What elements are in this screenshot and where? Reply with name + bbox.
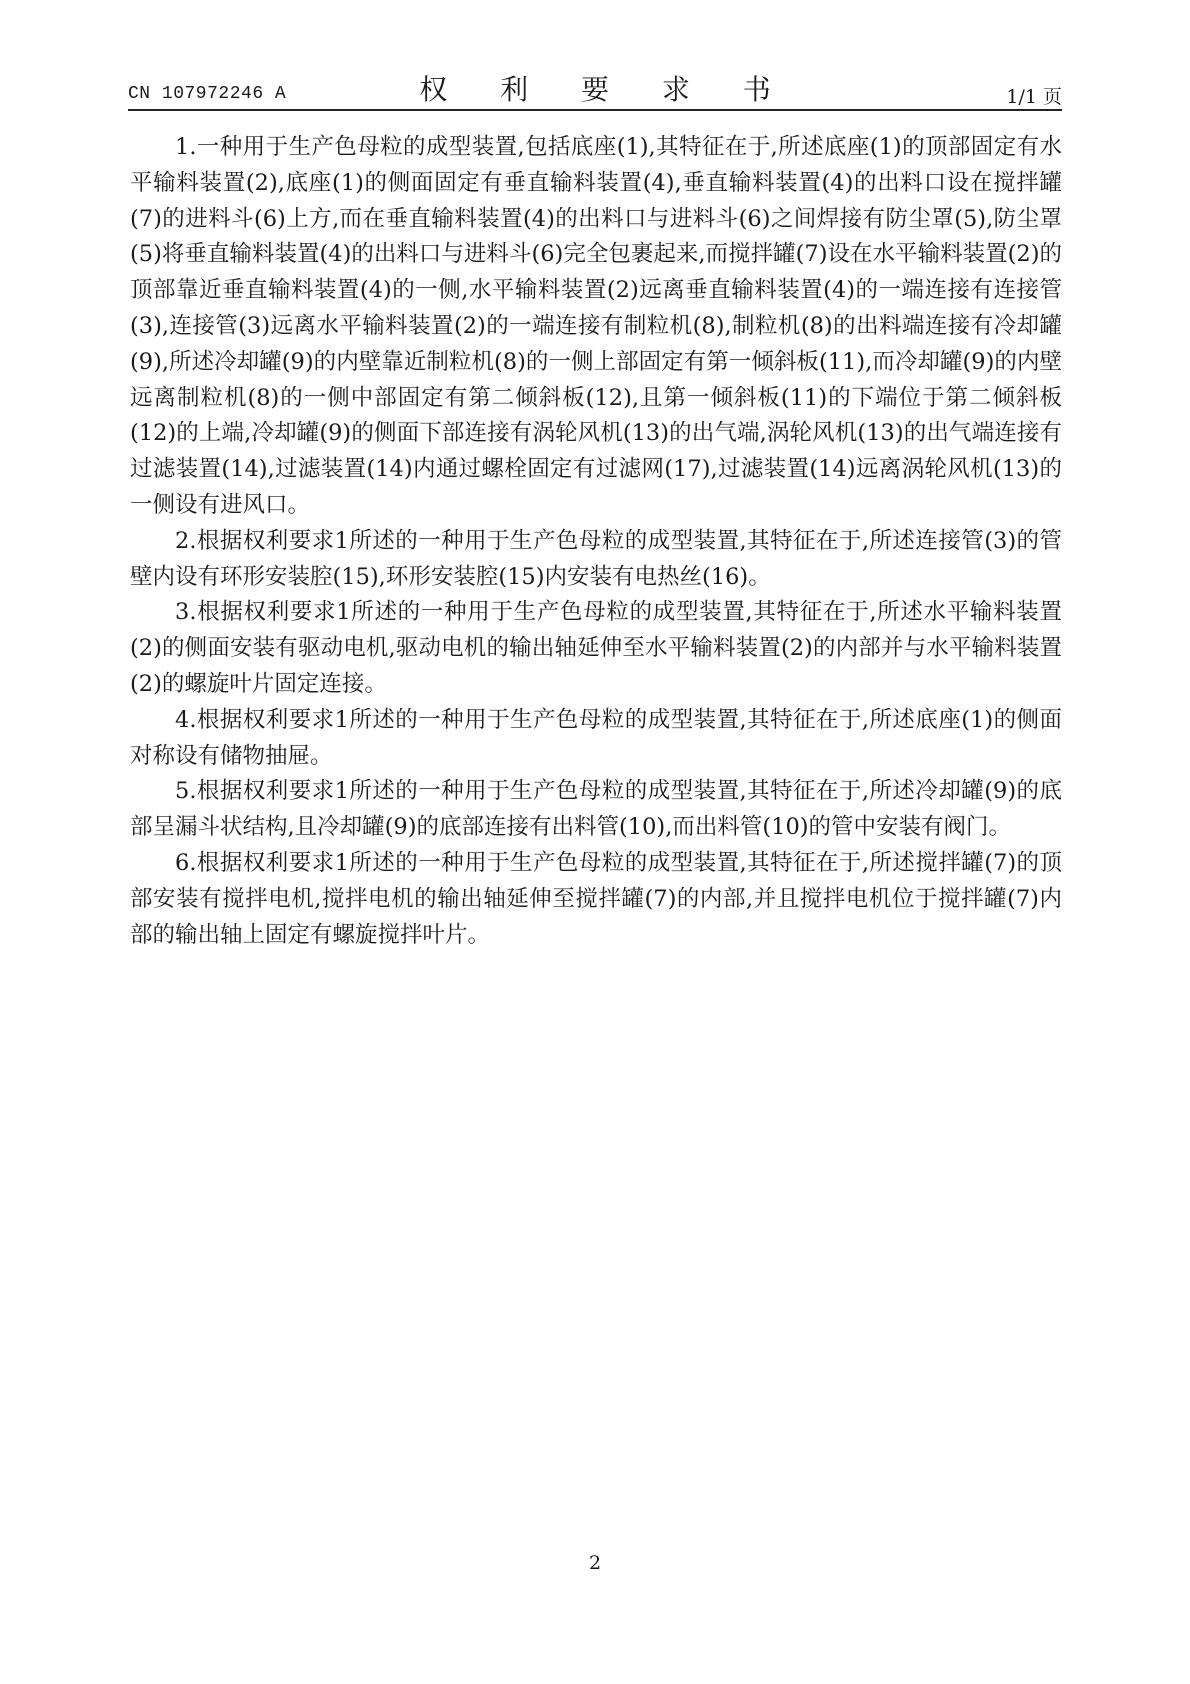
publication-number: CN 107972246 A bbox=[128, 84, 287, 104]
claim-2: 2.根据权利要求1所述的一种用于生产色母粒的成型装置,其特征在于,所述连接管(3)的管壁内设有环形安装腔(15),环形安装腔(15)内安装有电热丝(16)。 bbox=[130, 527, 1062, 590]
page-count: 1/1 页 bbox=[1006, 86, 1062, 108]
page-number: 2 bbox=[588, 1552, 602, 1574]
claim-3: 3.根据权利要求1所述的一种用于生产色母粒的成型装置,其特征在于,所述水平输料装置(2)的侧面安装有驱动电机,驱动电机的输出轴延伸至水平输料装置(2)的内部并与水平输料装置(2)的螺旋叶片固定连接。 bbox=[130, 599, 1062, 697]
claim-6: 6.根据权利要求1所述的一种用于生产色母粒的成型装置,其特征在于,所述搅拌罐(7)的顶部安装有搅拌电机,搅拌电机的输出轴延伸至搅拌罐(7)的内部,并且搅拌电机位于搅拌罐(7)内部的输出轴上固定有螺旋搅拌叶片。 bbox=[130, 849, 1062, 948]
document-title: 权 利 要 求 书 bbox=[419, 73, 793, 106]
claim-1: 1.一种用于生产色母粒的成型装置,包括底座(1),其特征在于,所述底座(1)的顶部固定有水平输料装置(2),底座(1)的侧面固定有垂直输料装置(4),垂直输料装置(4)的出料口设在搅拌罐(7)的进料斗(6)上方,而在垂直输料装置(4)的出料口与进料斗(6)之间焊接有防尘罩(5),防尘罩(5)将垂直输料装置(4)的出料口与进料斗(6)完全包裹起来,而搅拌罐(7)设在水平输料装置(2)的顶部靠近垂直输料装置(4)的一侧,水平输料装置(2)远离垂直输料装置(4)的一端连接有连接管(3),连接管(3)远离水平输料装置(2)的一端连接有制粒机(8),制粒机(8)的出料端连接有冷却罐(9),所述冷却罐(9)的内壁靠近制粒机(8)的一侧上部固定有第一倾斜板(11),而冷却罐(9)的内壁远离制粒机(8)的一侧中部固定有第二倾斜板(12),且第一倾斜板(11)的下端位于第二倾斜板(12)的上端,冷却罐(9)的侧面下部连接有涡轮风机(13)的出气端,涡轮风机(13)的出气端连接有过滤装置(14),过滤装置(14)内通过螺栓固定有过滤网(17),过滤装置(14)远离涡轮风机(13)的一侧设有进风口。 bbox=[130, 134, 1062, 518]
claim-5: 5.根据权利要求1所述的一种用于生产色母粒的成型装置,其特征在于,所述冷却罐(9)的底部呈漏斗状结构,且冷却罐(9)的底部连接有出料管(10),而出料管(10)的管中安装有阀门。 bbox=[130, 778, 1062, 841]
header-divider bbox=[128, 109, 1062, 111]
claims-body bbox=[130, 130, 1062, 953]
claim-4: 4.根据权利要求1所述的一种用于生产色母粒的成型装置,其特征在于,所述底座(1)的侧面对称设有储物抽屉。 bbox=[130, 706, 1062, 769]
page-header bbox=[128, 64, 1062, 108]
